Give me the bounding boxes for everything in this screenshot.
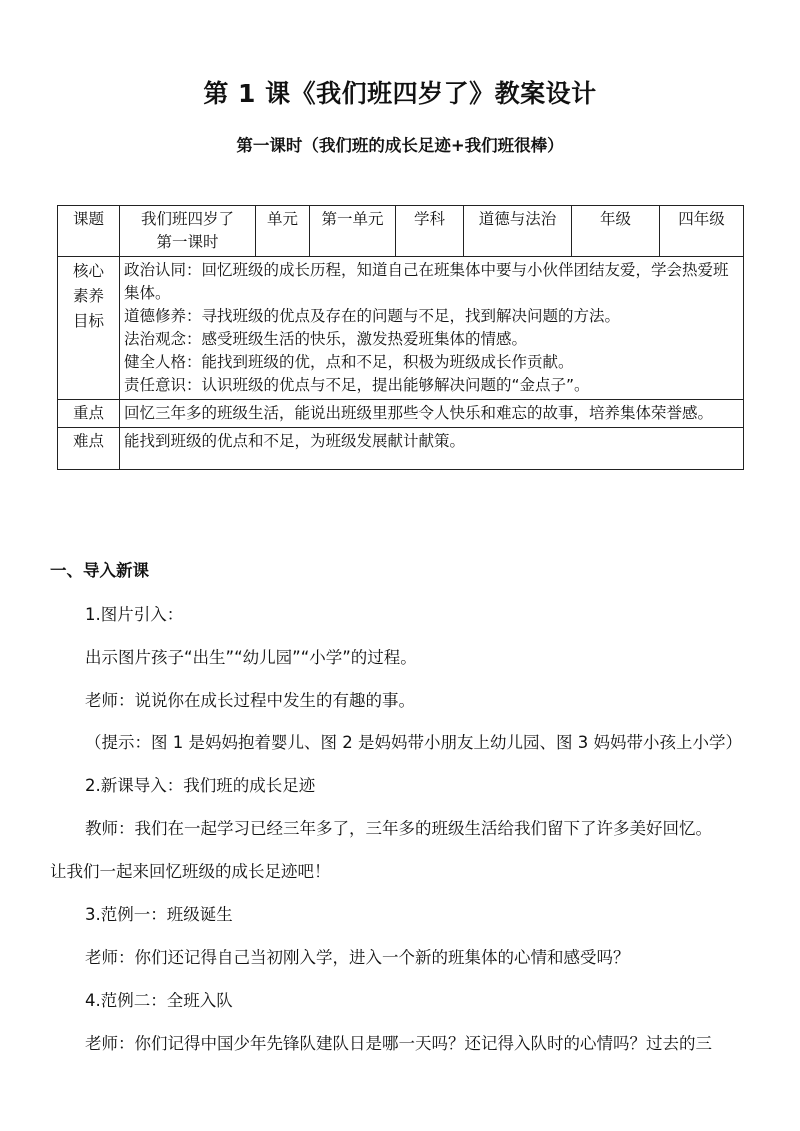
cell-topic-value xyxy=(120,206,256,257)
paragraph-hint: （提示：图 1 是妈妈抱着婴儿、图 2 是妈妈带小朋友上幼儿园、图 3 妈妈带小孩上小学） xyxy=(85,733,742,752)
topic-period: 第一课时 xyxy=(156,233,219,251)
paragraph-teacher-question-one: 老师：你们还记得自己当初刚入学，进入一个新的班集体的心情和感受吗？ xyxy=(85,948,630,967)
table-row-key-point xyxy=(58,400,744,428)
core-label-text: 核心素养目标 xyxy=(72,262,104,330)
cell-subject-value: 道德与法治 xyxy=(464,206,572,257)
cell-grade-value: 四年级 xyxy=(660,206,744,257)
cell-unit-label: 单元 xyxy=(256,206,310,257)
cell-subject-label: 学科 xyxy=(396,206,464,257)
paragraph-example-two: 4.范例二：全班入队 xyxy=(85,991,233,1010)
cell-difficulty-text: 能找到班级的优点和不足，为班级发展献计献策。 xyxy=(120,428,744,470)
cell-difficulty-label: 难点 xyxy=(58,428,120,470)
paragraph-new-lesson: 2.新课导入：我们班的成长足迹 xyxy=(85,776,316,795)
goal-personality: 健全人格：能找到班级的优，点和不足，积极为班级成长作贡献。 xyxy=(124,353,574,371)
document-subtitle: 第一课时（我们班的成长足迹+我们班很棒） xyxy=(236,136,564,155)
paragraph-example-one: 3.范例一：班级诞生 xyxy=(85,905,233,924)
cell-key-label: 重点 xyxy=(58,400,120,428)
cell-grade-label: 年级 xyxy=(572,206,660,257)
cell-topic-label: 课题 xyxy=(58,206,120,257)
section-heading-intro: 一、导入新课 xyxy=(50,561,149,580)
table-row-header xyxy=(58,206,744,257)
paragraph-picture-intro: 1.图片引入： xyxy=(85,605,184,624)
paragraph-teacher-prompt: 老师：说说你在成长过程中发生的有趣的事。 xyxy=(85,691,415,710)
cell-unit-value: 第一单元 xyxy=(310,206,396,257)
document-title: 第 1 课《我们班四岁了》教案设计 xyxy=(203,79,597,108)
table-row-difficulty xyxy=(58,428,744,470)
goal-moral: 道德修养：寻找班级的优点及存在的问题与不足，找到解决问题的方法。 xyxy=(124,307,621,325)
lesson-info-table xyxy=(57,205,744,470)
paragraph-teacher-question-two: 老师：你们记得中国少年先锋队建队日是哪一天吗？还记得入队时的心情吗？过去的三 xyxy=(85,1034,712,1053)
topic-name: 我们班四岁了 xyxy=(140,210,234,228)
cell-core-goals xyxy=(120,257,744,400)
goal-responsibility: 责任意识：认识班级的优点与不足，提出能够解决问题的“金点子”。 xyxy=(124,376,590,394)
paragraph-teacher-memory: 教师：我们在一起学习已经三年多了，三年多的班级生活给我们留下了许多美好回忆。 xyxy=(85,819,712,838)
goal-political: 政治认同：回忆班级的成长历程，知道自己在班集体中要与小伙伴团结友爱，学会热爱班集体。 xyxy=(124,261,729,302)
paragraph-show-pictures: 出示图片孩子“出生”“幼儿园”“小学”的过程。 xyxy=(85,648,417,667)
goal-law: 法治观念：感受班级生活的快乐，激发热爱班集体的情感。 xyxy=(124,330,528,348)
cell-key-text: 回忆三年多的班级生活，能说出班级里那些令人快乐和难忘的故事，培养集体荣誉感。 xyxy=(120,400,744,428)
paragraph-teacher-memory-cont: 让我们一起来回忆班级的成长足迹吧！ xyxy=(50,862,331,881)
cell-core-label xyxy=(58,257,120,400)
table-row-core-goals xyxy=(58,257,744,400)
